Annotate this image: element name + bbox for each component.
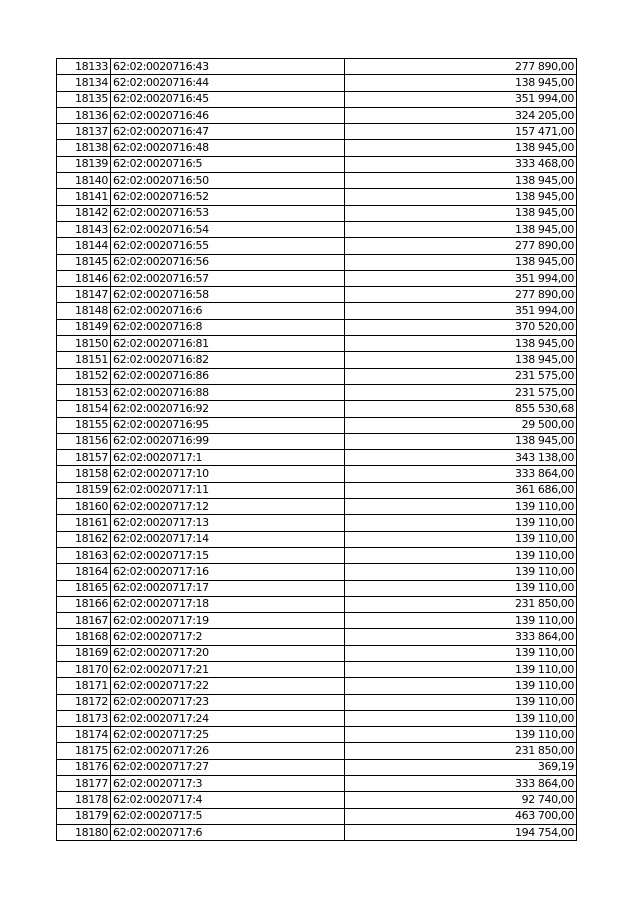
row-number-cell: 18155 — [57, 417, 111, 433]
table-row — [57, 792, 577, 808]
value-cell: 138 945,00 — [345, 352, 577, 368]
value-cell: 139 110,00 — [345, 531, 577, 547]
cadastral-number-cell: 62:02:0020716:6 — [111, 303, 345, 319]
row-number-cell: 18136 — [57, 107, 111, 123]
table-row — [57, 140, 577, 156]
table-row — [57, 173, 577, 189]
cadastral-number-cell: 62:02:0020717:15 — [111, 547, 345, 563]
value-cell: 157 471,00 — [345, 124, 577, 140]
cadastral-number-cell: 62:02:0020716:54 — [111, 221, 345, 237]
cadastral-number-cell: 62:02:0020716:8 — [111, 319, 345, 335]
value-cell: 277 890,00 — [345, 59, 577, 75]
table-row — [57, 678, 577, 694]
row-number-cell: 18170 — [57, 661, 111, 677]
value-cell: 139 110,00 — [345, 547, 577, 563]
cadastral-number-cell: 62:02:0020716:56 — [111, 254, 345, 270]
row-number-cell: 18149 — [57, 319, 111, 335]
table-row — [57, 107, 577, 123]
cadastral-number-cell: 62:02:0020716:99 — [111, 433, 345, 449]
value-cell: 139 110,00 — [345, 710, 577, 726]
row-number-cell: 18165 — [57, 580, 111, 596]
table-row — [57, 694, 577, 710]
cadastral-number-cell: 62:02:0020717:17 — [111, 580, 345, 596]
row-number-cell: 18151 — [57, 352, 111, 368]
row-number-cell: 18146 — [57, 270, 111, 286]
cadastral-number-cell: 62:02:0020716:48 — [111, 140, 345, 156]
cadastral-number-cell: 62:02:0020716:53 — [111, 205, 345, 221]
row-number-cell: 18133 — [57, 59, 111, 75]
value-cell: 138 945,00 — [345, 140, 577, 156]
value-cell: 231 850,00 — [345, 596, 577, 612]
value-cell: 139 110,00 — [345, 613, 577, 629]
cadastral-number-cell: 62:02:0020717:10 — [111, 466, 345, 482]
cadastral-number-cell: 62:02:0020717:19 — [111, 613, 345, 629]
cadastral-number-cell: 62:02:0020717:21 — [111, 661, 345, 677]
value-cell: 351 994,00 — [345, 91, 577, 107]
row-number-cell: 18179 — [57, 808, 111, 824]
value-cell: 139 110,00 — [345, 727, 577, 743]
row-number-cell: 18178 — [57, 792, 111, 808]
value-cell: 277 890,00 — [345, 287, 577, 303]
row-number-cell: 18157 — [57, 450, 111, 466]
cadastral-number-cell: 62:02:0020717:3 — [111, 776, 345, 792]
table-row — [57, 254, 577, 270]
table-row — [57, 156, 577, 172]
value-cell: 92 740,00 — [345, 792, 577, 808]
cadastral-number-cell: 62:02:0020717:27 — [111, 759, 345, 775]
table-row — [57, 466, 577, 482]
value-cell: 231 575,00 — [345, 384, 577, 400]
row-number-cell: 18158 — [57, 466, 111, 482]
row-number-cell: 18171 — [57, 678, 111, 694]
row-number-cell: 18139 — [57, 156, 111, 172]
table-row — [57, 75, 577, 91]
value-cell: 139 110,00 — [345, 580, 577, 596]
cadastral-number-cell: 62:02:0020716:92 — [111, 401, 345, 417]
value-cell: 138 945,00 — [345, 189, 577, 205]
value-cell: 333 864,00 — [345, 629, 577, 645]
value-cell: 361 686,00 — [345, 482, 577, 498]
table-row — [57, 547, 577, 563]
value-cell: 333 468,00 — [345, 156, 577, 172]
row-number-cell: 18135 — [57, 91, 111, 107]
row-number-cell: 18162 — [57, 531, 111, 547]
table-row — [57, 450, 577, 466]
value-cell: 333 864,00 — [345, 776, 577, 792]
table-row — [57, 727, 577, 743]
value-cell: 139 110,00 — [345, 645, 577, 661]
row-number-cell: 18168 — [57, 629, 111, 645]
table-row — [57, 417, 577, 433]
cadastral-number-cell: 62:02:0020716:55 — [111, 238, 345, 254]
value-cell: 139 110,00 — [345, 515, 577, 531]
cadastral-value-table — [56, 58, 577, 841]
table-row — [57, 743, 577, 759]
value-cell: 369,19 — [345, 759, 577, 775]
row-number-cell: 18172 — [57, 694, 111, 710]
row-number-cell: 18176 — [57, 759, 111, 775]
value-cell: 139 110,00 — [345, 499, 577, 515]
row-number-cell: 18180 — [57, 824, 111, 840]
cadastral-number-cell: 62:02:0020716:46 — [111, 107, 345, 123]
cadastral-number-cell: 62:02:0020716:81 — [111, 336, 345, 352]
row-number-cell: 18137 — [57, 124, 111, 140]
cadastral-number-cell: 62:02:0020717:4 — [111, 792, 345, 808]
value-cell: 138 945,00 — [345, 173, 577, 189]
value-cell: 231 575,00 — [345, 368, 577, 384]
row-number-cell: 18154 — [57, 401, 111, 417]
table-row — [57, 629, 577, 645]
row-number-cell: 18167 — [57, 613, 111, 629]
value-cell: 138 945,00 — [345, 336, 577, 352]
table-row — [57, 482, 577, 498]
row-number-cell: 18174 — [57, 727, 111, 743]
table-row — [57, 580, 577, 596]
table-row — [57, 564, 577, 580]
row-number-cell: 18150 — [57, 336, 111, 352]
table-row — [57, 303, 577, 319]
cadastral-number-cell: 62:02:0020717:24 — [111, 710, 345, 726]
row-number-cell: 18163 — [57, 547, 111, 563]
table-row — [57, 776, 577, 792]
table-row — [57, 368, 577, 384]
value-cell: 194 754,00 — [345, 824, 577, 840]
cadastral-number-cell: 62:02:0020716:57 — [111, 270, 345, 286]
cadastral-number-cell: 62:02:0020717:25 — [111, 727, 345, 743]
cadastral-number-cell: 62:02:0020717:1 — [111, 450, 345, 466]
cadastral-number-cell: 62:02:0020717:18 — [111, 596, 345, 612]
cadastral-number-cell: 62:02:0020717:16 — [111, 564, 345, 580]
table-row — [57, 205, 577, 221]
cadastral-number-cell: 62:02:0020716:43 — [111, 59, 345, 75]
value-cell: 138 945,00 — [345, 205, 577, 221]
value-cell: 370 520,00 — [345, 319, 577, 335]
row-number-cell: 18148 — [57, 303, 111, 319]
value-cell: 29 500,00 — [345, 417, 577, 433]
row-number-cell: 18175 — [57, 743, 111, 759]
value-cell: 139 110,00 — [345, 694, 577, 710]
row-number-cell: 18161 — [57, 515, 111, 531]
table-row — [57, 645, 577, 661]
value-cell: 324 205,00 — [345, 107, 577, 123]
cadastral-number-cell: 62:02:0020716:50 — [111, 173, 345, 189]
value-cell: 333 864,00 — [345, 466, 577, 482]
table-row — [57, 384, 577, 400]
value-cell: 351 994,00 — [345, 270, 577, 286]
cadastral-number-cell: 62:02:0020716:95 — [111, 417, 345, 433]
cadastral-number-cell: 62:02:0020717:22 — [111, 678, 345, 694]
cadastral-number-cell: 62:02:0020717:6 — [111, 824, 345, 840]
table-row — [57, 336, 577, 352]
cadastral-number-cell: 62:02:0020717:2 — [111, 629, 345, 645]
table-row — [57, 59, 577, 75]
table-row — [57, 91, 577, 107]
cadastral-number-cell: 62:02:0020717:14 — [111, 531, 345, 547]
table-row — [57, 319, 577, 335]
row-number-cell: 18143 — [57, 221, 111, 237]
cadastral-number-cell: 62:02:0020716:82 — [111, 352, 345, 368]
table-row — [57, 596, 577, 612]
table-row — [57, 499, 577, 515]
table-row — [57, 401, 577, 417]
cadastral-number-cell: 62:02:0020717:12 — [111, 499, 345, 515]
table-row — [57, 808, 577, 824]
row-number-cell: 18147 — [57, 287, 111, 303]
row-number-cell: 18173 — [57, 710, 111, 726]
row-number-cell: 18164 — [57, 564, 111, 580]
value-cell: 855 530,68 — [345, 401, 577, 417]
table-row — [57, 238, 577, 254]
value-cell: 138 945,00 — [345, 254, 577, 270]
value-cell: 139 110,00 — [345, 678, 577, 694]
cadastral-number-cell: 62:02:0020716:47 — [111, 124, 345, 140]
cadastral-number-cell: 62:02:0020716:5 — [111, 156, 345, 172]
value-cell: 138 945,00 — [345, 221, 577, 237]
row-number-cell: 18153 — [57, 384, 111, 400]
row-number-cell: 18138 — [57, 140, 111, 156]
cadastral-number-cell: 62:02:0020717:23 — [111, 694, 345, 710]
table-row — [57, 189, 577, 205]
table-row — [57, 287, 577, 303]
cadastral-number-cell: 62:02:0020717:26 — [111, 743, 345, 759]
table-row — [57, 531, 577, 547]
row-number-cell: 18166 — [57, 596, 111, 612]
table-row — [57, 433, 577, 449]
value-cell: 277 890,00 — [345, 238, 577, 254]
value-cell: 463 700,00 — [345, 808, 577, 824]
cadastral-number-cell: 62:02:0020716:58 — [111, 287, 345, 303]
table-row — [57, 759, 577, 775]
row-number-cell: 18169 — [57, 645, 111, 661]
cadastral-number-cell: 62:02:0020717:20 — [111, 645, 345, 661]
table-row — [57, 710, 577, 726]
table-row — [57, 515, 577, 531]
table-row — [57, 270, 577, 286]
row-number-cell: 18159 — [57, 482, 111, 498]
row-number-cell: 18160 — [57, 499, 111, 515]
row-number-cell: 18152 — [57, 368, 111, 384]
row-number-cell: 18134 — [57, 75, 111, 91]
row-number-cell: 18177 — [57, 776, 111, 792]
row-number-cell: 18140 — [57, 173, 111, 189]
row-number-cell: 18144 — [57, 238, 111, 254]
value-cell: 138 945,00 — [345, 433, 577, 449]
cadastral-number-cell: 62:02:0020717:13 — [111, 515, 345, 531]
table-row — [57, 352, 577, 368]
table-row — [57, 613, 577, 629]
cadastral-number-cell: 62:02:0020716:86 — [111, 368, 345, 384]
row-number-cell: 18145 — [57, 254, 111, 270]
row-number-cell: 18156 — [57, 433, 111, 449]
value-cell: 231 850,00 — [345, 743, 577, 759]
value-cell: 139 110,00 — [345, 661, 577, 677]
table-row — [57, 661, 577, 677]
cadastral-number-cell: 62:02:0020717:11 — [111, 482, 345, 498]
cadastral-number-cell: 62:02:0020716:52 — [111, 189, 345, 205]
table-body — [57, 59, 577, 841]
table-row — [57, 221, 577, 237]
cadastral-number-cell: 62:02:0020716:45 — [111, 91, 345, 107]
cadastral-number-cell: 62:02:0020716:88 — [111, 384, 345, 400]
value-cell: 139 110,00 — [345, 564, 577, 580]
value-cell: 138 945,00 — [345, 75, 577, 91]
table-row — [57, 124, 577, 140]
table-row — [57, 824, 577, 840]
value-cell: 343 138,00 — [345, 450, 577, 466]
row-number-cell: 18141 — [57, 189, 111, 205]
cadastral-number-cell: 62:02:0020717:5 — [111, 808, 345, 824]
row-number-cell: 18142 — [57, 205, 111, 221]
cadastral-number-cell: 62:02:0020716:44 — [111, 75, 345, 91]
value-cell: 351 994,00 — [345, 303, 577, 319]
